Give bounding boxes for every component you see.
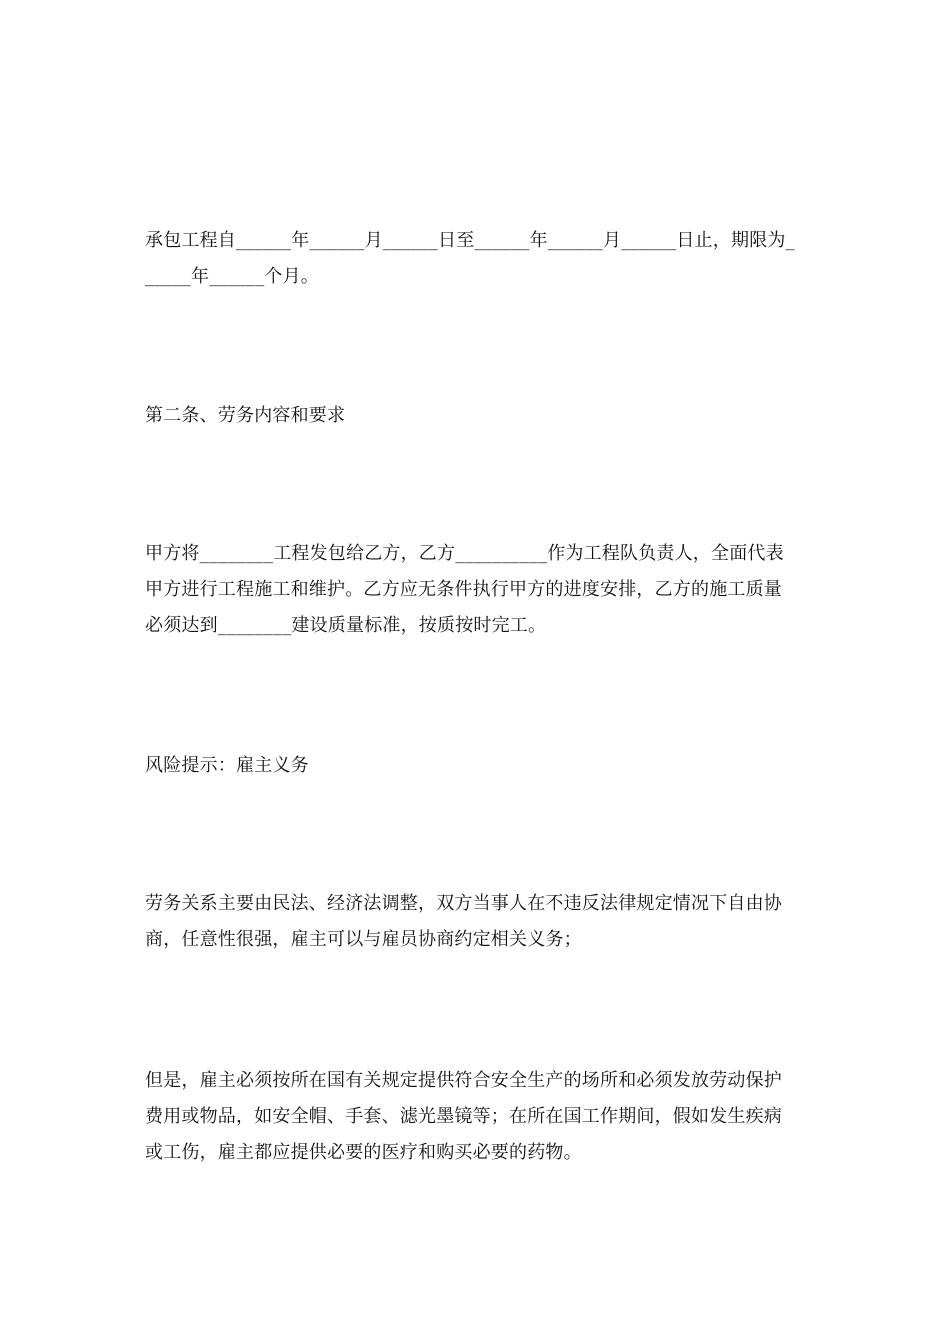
contract-term-paragraph: 承包工程自______年______月______日至______年______月______日止，期限为______年______个月。 <box>145 230 795 287</box>
labor-relation-paragraph: 劳务关系主要由民法、经济法调整，双方当事人在不违反法律规定情况下自由协商，任意性很强，雇主可以与雇员协商约定相关义务； <box>145 893 782 950</box>
employer-obligation-paragraph: 但是，雇主必须按所在国有关规定提供符合安全生产的场所和必须发放劳动保护费用或物品，如安全帽、手套、滤光墨镜等；在所在国工作期间，假如发生疾病或工伤，雇主都应提供必要的医疗和购买必要的药物。 <box>145 1070 782 1163</box>
labor-content-paragraph: 甲方将________工程发包给乙方，乙方__________作为工程队负责人，全面代表甲方进行工程施工和维护。乙方应无条件执行甲方的进度安排，乙方的施工质量必须达到________建设质量标准，按质按时完工。 <box>145 543 784 636</box>
risk-warning-heading: 风险提示：雇主义务 <box>145 755 309 776</box>
article-two-heading: 第二条、劳务内容和要求 <box>145 405 346 426</box>
